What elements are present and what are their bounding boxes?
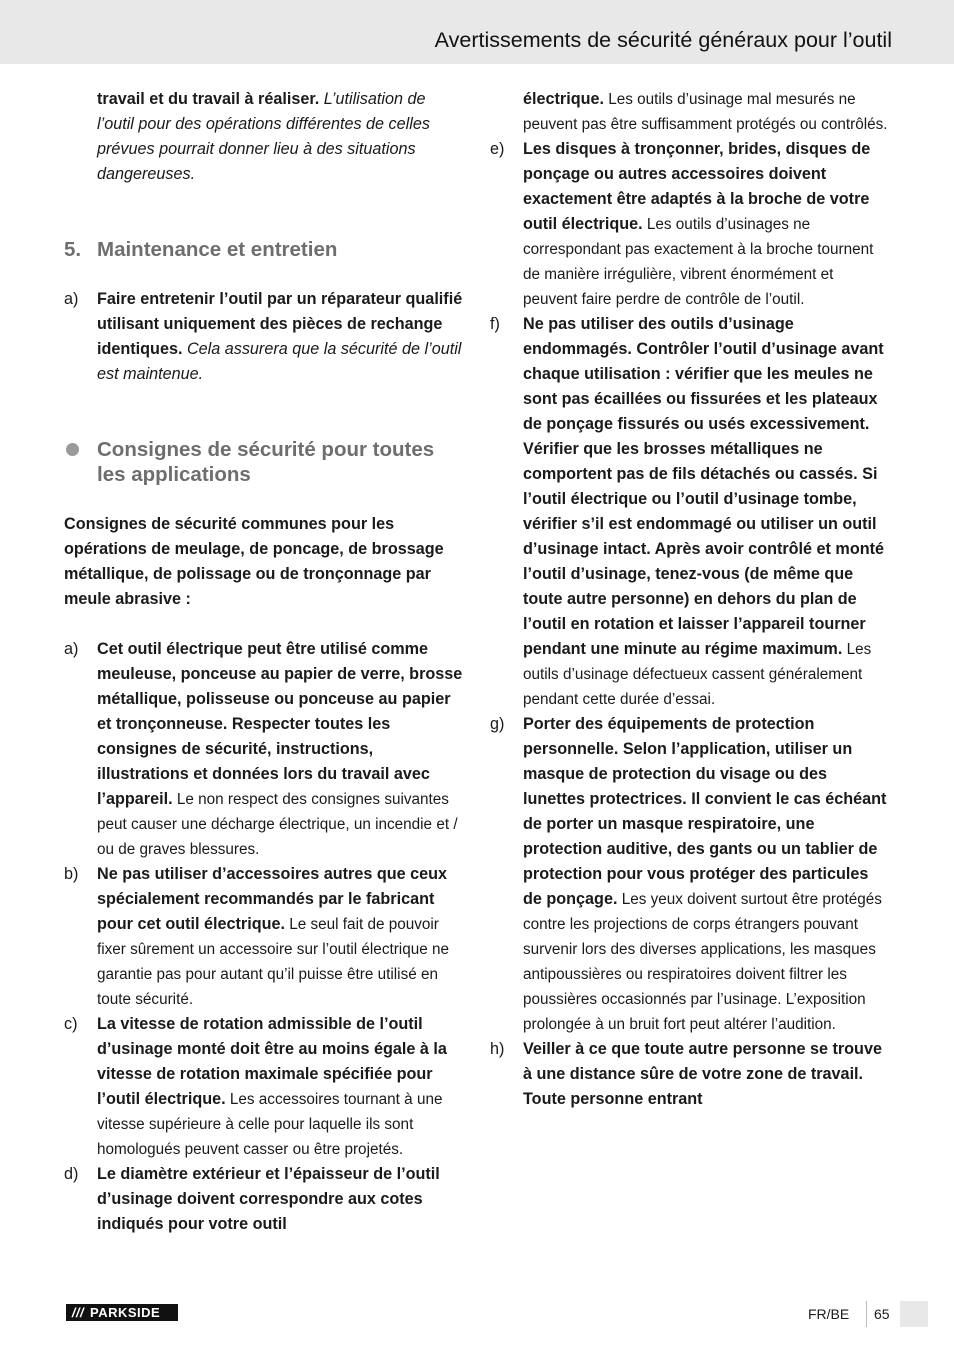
item-g	[490, 712, 890, 1037]
intro-italic: L’utilisation de l’outil pour des opérations différentes de celles prévues pourrait donner lieu à des situations dangereuses.	[97, 90, 430, 183]
logo-slashes: ///	[71, 1305, 85, 1320]
item-label: f)	[490, 315, 500, 333]
item-label: e)	[490, 140, 505, 158]
item-b	[64, 862, 464, 1012]
item-bold: Les disques à tronçonner, brides, disques de ponçage ou autres accessoires doivent exactement être adaptés à la broche de votre outil électrique.	[523, 140, 871, 233]
item-text: Les outils d’usinage défectueux cassent généralement pendant cette durée d’essai.	[523, 641, 872, 708]
intro-bold: travail et du travail à réaliser.	[97, 90, 320, 108]
common-instructions: Consignes de sécurité communes pour les opérations de meulage, de poncage, de brossage métallique, de polissage ou de tronçonnage par meule abrasive :	[64, 515, 444, 608]
item-italic: Cela assurera que la sécurité de l’outil est maintenue.	[97, 340, 462, 383]
item-label: c)	[64, 1015, 78, 1033]
item-text: Les outils d’usinages ne correspondant pas exactement à la broche tournent de manière irrégulière, vibrent énormément et peuvent faire perdre de contrôle de l’outil.	[523, 216, 874, 308]
item-e	[490, 137, 890, 312]
right-column	[490, 87, 890, 1112]
footer-divider	[866, 1301, 867, 1327]
item-label: a)	[64, 290, 79, 308]
page-title: Avertissements de sécurité généraux pour l’outil	[434, 28, 892, 52]
item-bold: Porter des équipements de protection personnelle. Selon l’application, utiliser un masque de protection du visage ou des lunettes protectrices. Il convient le cas échéant de porter un masque respiratoire, une protection auditive, des gants ou un tablier de protection pour vous protéger des particules de ponçage.	[523, 715, 887, 908]
item-label: g)	[490, 715, 505, 733]
section-5-number: 5.	[64, 238, 82, 261]
page-header	[0, 0, 954, 64]
item-text: Le seul fait de pouvoir fixer sûrement un accessoire sur l’outil électrique ne garantie pas pour autant qu’il puisse être utilisé en toute sécurité.	[97, 916, 449, 1008]
item-label: h)	[490, 1040, 505, 1058]
item-label: a)	[64, 640, 79, 658]
footer-language: FR/BE	[808, 1306, 850, 1322]
item-f	[490, 312, 890, 712]
item-bold: Faire entretenir l’outil par un réparateur qualifié utilisant uniquement des pièces de rechange identiques.	[97, 290, 463, 358]
left-column	[64, 87, 464, 1237]
item-d-continued	[490, 87, 890, 137]
consignes-title: Consignes de sécurité pour toutes les applications	[97, 438, 435, 486]
item-text: Le non respect des consignes suivantes peut causer une décharge électrique, un incendie et / ou de graves blessures.	[97, 791, 458, 858]
item-bold: électrique.	[523, 90, 604, 108]
item-text: Les outils d’usinage mal mesurés ne peuvent pas être suffisamment protégés ou contrôlés.	[523, 91, 888, 133]
item-d	[64, 1162, 464, 1237]
item-label: d)	[64, 1165, 79, 1183]
parkside-logo	[66, 1304, 178, 1321]
item-bold: Le diamètre extérieur et l’épaisseur de l’outil d’usinage doivent correspondre aux cotes indiqués pour votre outil	[97, 1165, 440, 1233]
bullet-icon	[66, 443, 79, 456]
section-5-title: Maintenance et entretien	[97, 238, 338, 261]
intro-paragraph	[64, 87, 464, 187]
consignes-heading	[64, 437, 464, 487]
item-h	[490, 1037, 890, 1112]
logo-text: PARKSIDE	[90, 1305, 161, 1320]
section-5-heading	[64, 237, 464, 262]
item-text: Les yeux doivent surtout être protégés contre les projections de corps étrangers pouvant survenir lors des diverses applications, les masques antipoussières ou respiratoires doivent filtrer les poussières occasionnés par l’usinage. L’exposition prolongée à un bruit fort peut altérer l’audition.	[523, 891, 882, 1033]
item-bold: Veiller à ce que toute autre personne se trouve à une distance sûre de votre zone de travail. Toute personne entrant	[523, 1040, 882, 1108]
item-a	[64, 637, 464, 862]
page-number: 65	[874, 1306, 890, 1322]
item-bold: Cet outil électrique peut être utilisé comme meuleuse, ponceuse au papier de verre, brosse métallique, polisseuse ou ponceuse au papier et tronçonneuse. Respecter toutes les consignes de sécurité, instructions, illustrations et données lors du travail avec l’appareil.	[97, 640, 463, 808]
item-bold: Ne pas utiliser des outils d’usinage endommagés. Contrôler l’outil d’usinage avant chaque utilisation : vérifier que les meules ne sont pas écaillées ou fissurées et les plateaux de ponçage fissurés ou usés excessivement. Vérifier que les brosses métalliques ne comportent pas de fils détachés ou cassés. Si l’outil électrique ou l’outil d’usinage tombe, vérifier s’il est endommagé ou utiliser un outil d’usinage intact. Après avoir contrôlé et monté l’outil d’usinage, tenez-vous (de même que toute autre personne) en dehors du plan de l’outil en rotation et laisser l’appareil tourner pendant une minute au régime maximum.	[523, 315, 884, 658]
item-text: Les accessoires tournant à une vitesse supérieure à celle pour laquelle ils sont homologués peuvent casser ou être projetés.	[97, 1091, 443, 1158]
item-c	[64, 1012, 464, 1162]
section-5-item-a	[64, 287, 464, 387]
footer-accent	[900, 1301, 928, 1327]
item-label: b)	[64, 865, 79, 883]
item-bold: La vitesse de rotation admissible de l’outil d’usinage monté doit être au moins égale à la vitesse de rotation maximale spécifiée pour l’outil électrique.	[97, 1015, 447, 1108]
item-bold: Ne pas utiliser d’accessoires autres que ceux spécialement recommandés par le fabricant pour cet outil électrique.	[97, 865, 447, 933]
